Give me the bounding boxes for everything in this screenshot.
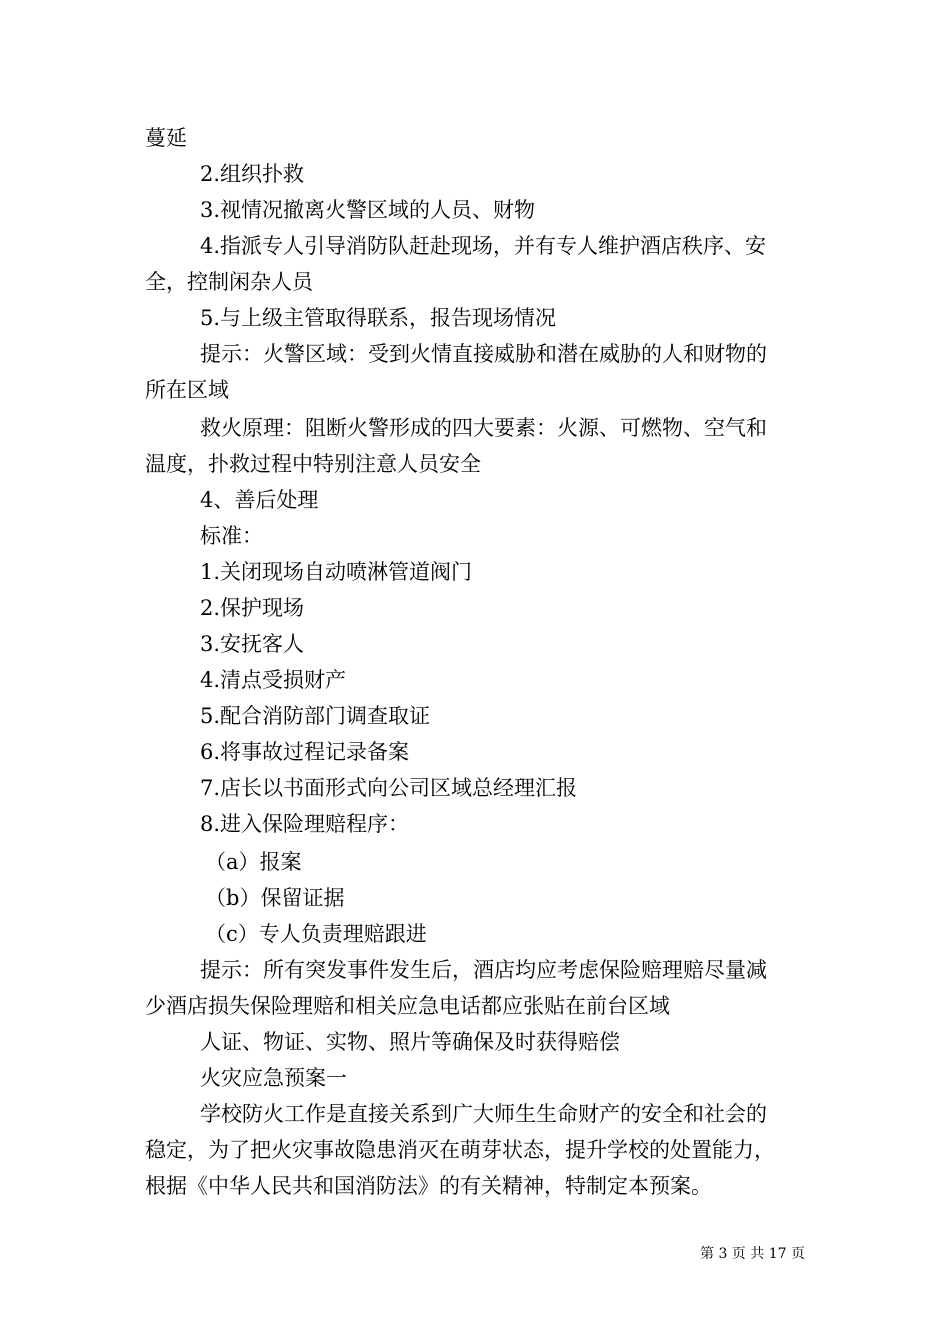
section-heading: 火灾应急预案一 <box>200 1066 347 1090</box>
section-heading: 4、善后处理 <box>200 488 319 512</box>
list-item: 4.清点受损财产 <box>200 668 347 692</box>
list-item: 6.将事故过程记录备案 <box>200 740 410 764</box>
list-item: 1.关闭现场自动喷淋管道阀门 <box>200 560 473 584</box>
list-item: 2.保护现场 <box>200 596 305 620</box>
text-line: 温度，扑救过程中特别注意人员安全 <box>145 452 481 476</box>
text-line: 提示：火警区域：受到火情直接威胁和潜在威胁的人和财物的 <box>200 342 767 366</box>
text-line: 稳定，为了把火灾事故隐患消灭在萌芽状态，提升学校的处置能力， <box>145 1138 775 1162</box>
text-line: 全，控制闲杂人员 <box>145 270 313 294</box>
text-line: 救火原理：阻断火警形成的四大要素：火源、可燃物、空气和 <box>200 416 767 440</box>
list-item: 8.进入保险理赔程序： <box>200 812 410 836</box>
list-item: 5.配合消防部门调查取证 <box>200 704 431 728</box>
list-item: （b）保留证据 <box>205 886 345 910</box>
text-line: 标准： <box>200 524 263 548</box>
list-item: （c）专人负责理赔跟进 <box>205 922 427 946</box>
text-line: 少酒店损失保险理赔和相关应急电话都应张贴在前台区域 <box>145 994 670 1018</box>
text-line: 4.指派专人引导消防队赶赴现场，并有专人维护酒店秩序、安 <box>200 234 767 258</box>
text-line: 3.视情况撤离火警区域的人员、财物 <box>200 198 536 222</box>
text-line: 5.与上级主管取得联系，报告现场情况 <box>200 306 557 330</box>
text-line: 提示：所有突发事件发生后，酒店均应考虑保险赔理赔尽量减 <box>200 958 767 982</box>
text-line: 人证、物证、实物、照片等确保及时获得赔偿 <box>200 1030 620 1054</box>
text-line: 学校防火工作是直接关系到广大师生生命财产的安全和社会的 <box>200 1102 767 1126</box>
text-line: 2.组织扑救 <box>200 162 305 186</box>
text-line: 所在区域 <box>145 378 229 402</box>
list-item: 7.店长以书面形式向公司区域总经理汇报 <box>200 776 578 800</box>
list-item: 3.安抚客人 <box>200 632 305 656</box>
text-line: 蔓延 <box>145 126 187 150</box>
list-item: （a）报案 <box>205 850 302 874</box>
page-number: 第 3 页 共 17 页 <box>700 1246 805 1262</box>
text-line: 根据《中华人民共和国消防法》的有关精神，特制定本预案。 <box>145 1174 712 1198</box>
